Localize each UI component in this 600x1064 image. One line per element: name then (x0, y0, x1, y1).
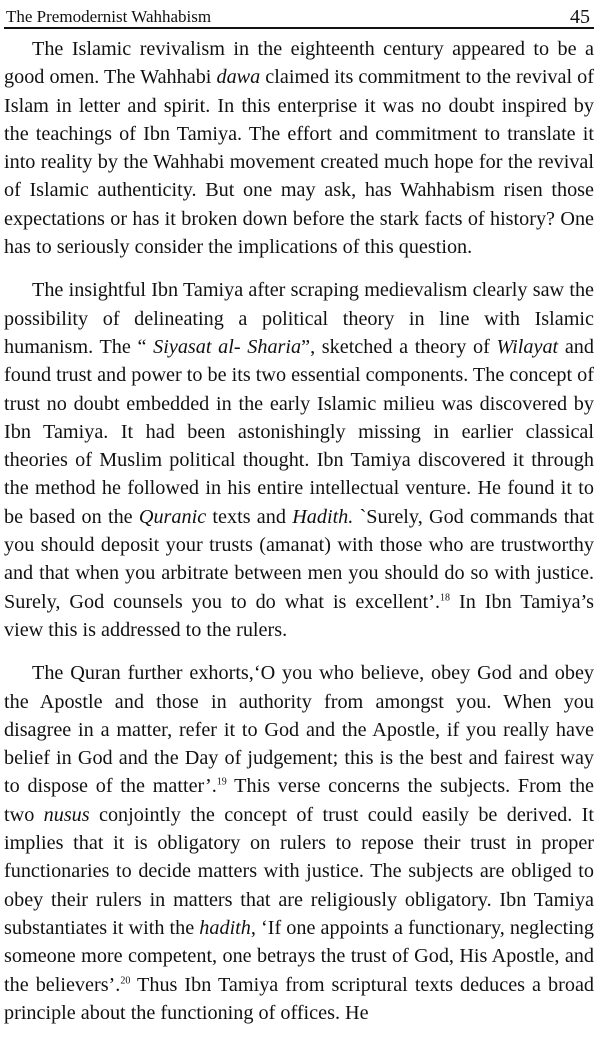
footnote-ref-19: 19 (216, 776, 227, 788)
text-run: ”, sketched a theory of (301, 335, 497, 358)
text-run: The Quran further exhorts,‘O you who believe, obey God and obey the Apostle and those in authority from amongst you. When you disagree in a matter, refer it to God and the Apostle, if you really have belief in God and the Day of judgement; this is the best and fairest way to dispose of the matter’. (4, 662, 594, 798)
page-number: 45 (570, 6, 590, 28)
text-run: The insightful Ibn Tamiya after scraping medievalism clearly saw the possibility of delineating a political theory in line with Islamic humanism. The “ (4, 279, 594, 358)
text-run: conjointly the concept of trust could easily be derived. It implies that it is obligatory on rulers to repose their trust in proper functionaries to decide matters with justice. The subjects are obliged to obey their rulers in matters that are religiously obligatory. Ibn Tamiya substantiates it with the (4, 803, 594, 939)
italic-term: Quranic (138, 505, 207, 528)
footnote-ref-18: 18 (440, 591, 451, 603)
italic-term: hadith (199, 916, 251, 939)
italic-term: nusus (43, 803, 90, 826)
italic-term: Hadith. (292, 505, 354, 528)
text-run: and found trust and power to be its two essential components. The concept of trust no doubt embedded in the early Islamic milieu was discovered by Ibn Tamiya. It had been astonishingly missing in earlier classical theories of Muslim political thought. Ibn Tamiya discovered it through the method he followed in his entire intellectual venture. He found it to be based on the (4, 335, 594, 528)
italic-term: Wilayat (496, 335, 559, 358)
text-run: Thus Ibn Tamiya from scriptural texts deduces a broad principle about the functioning of offices. He (4, 973, 595, 1024)
body-text (4, 35, 594, 1027)
text-run: `Surely, God commands that you should deposit your trusts (amanat) with those who are trustworthy and that when you arbitrate between men you should do so with justice. Surely, God counsels you to do what is excellent’. (4, 505, 594, 613)
italic-term: Siyasat al- Sharia (153, 335, 302, 358)
italic-term: dawa (216, 66, 261, 89)
running-title: The Premodernist Wahhabism (6, 7, 212, 26)
text-run: claimed its commitment to the revival of Islam in letter and spirit. In this enterprise it was no doubt inspired by the teachings of Ibn Tamiya. The effort and commitment to translate it into reality by the Wahhabi movement created much hope for the revival of Islamic authenticity. But one may ask, has Wahhabism risen those expectations or has it broken down before the stark facts of history? One has to seriously consider the implications of this question. (4, 66, 594, 259)
footnote-ref-20: 20 (120, 974, 131, 986)
paragraph-3 (4, 659, 594, 1027)
text-run: , ‘If one appoints a functionary, neglecting someone more competent, one betrays the trust of God, His Apostle, and the believers’. (4, 916, 594, 996)
paragraph-2 (4, 276, 594, 644)
text-run: In Ibn Tamiya’s view this is addressed to the rulers. (4, 590, 595, 641)
text-run: This verse concerns the subjects. From the two (4, 775, 595, 826)
text-run: The Islamic revivalism in the eighteenth century appeared to be a good omen. The Wahhabi (4, 38, 594, 89)
text-run: texts and (206, 505, 293, 528)
paragraph-1 (4, 35, 594, 261)
running-head (4, 0, 594, 29)
